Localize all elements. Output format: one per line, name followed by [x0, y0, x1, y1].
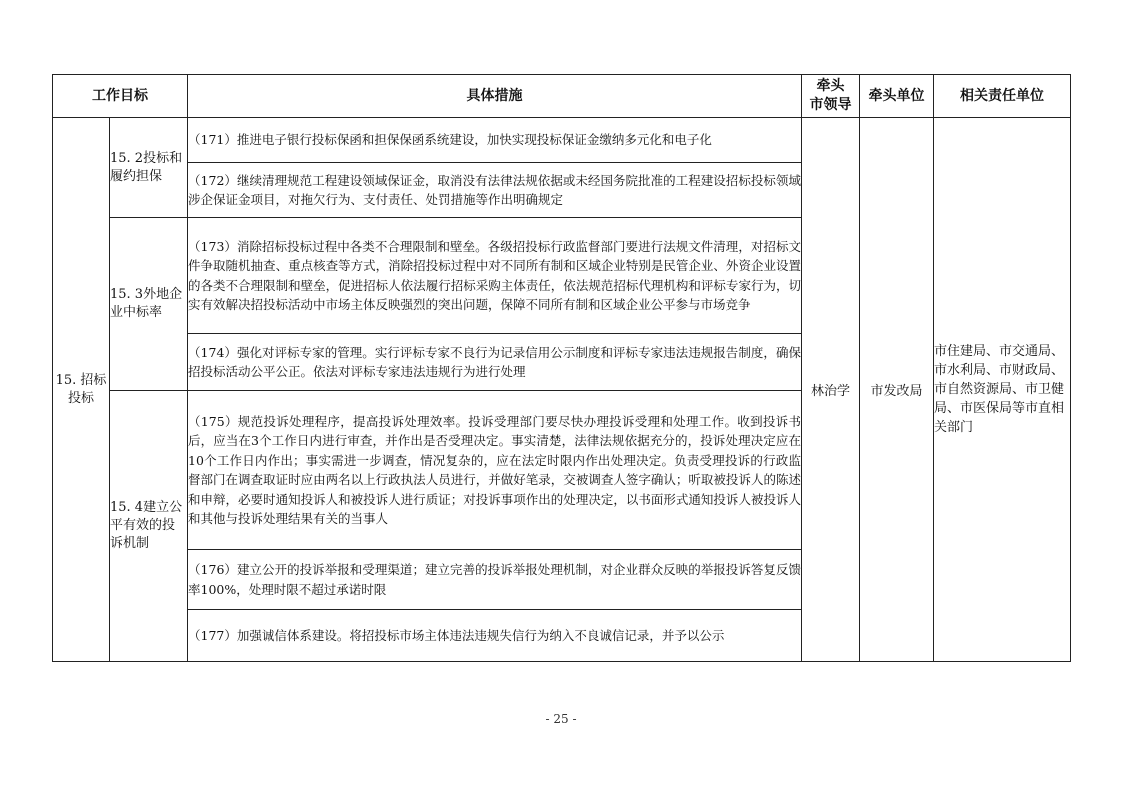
- sub-goal-cell: 15. 2投标和履约担保: [110, 118, 188, 218]
- sub-goal-cell: 15. 4建立公平有效的投诉机制: [110, 391, 188, 662]
- table-row: [53, 118, 1071, 163]
- main-goal-line1: 15. 招标: [55, 372, 107, 388]
- leader-cell: 林治学: [802, 118, 860, 662]
- sub-goal-cell: 15. 3外地企业中标率: [110, 218, 188, 391]
- header-leader-line2: 市领导: [809, 97, 852, 113]
- measure-cell: （176）建立公开的投诉举报和受理渠道；建立完善的投诉举报处理机制，对企业群众反映的举报投诉答复反馈率100%，处理时限不超过承诺时限: [188, 550, 802, 610]
- header-work-goal: 工作目标: [53, 75, 188, 118]
- header-row: [53, 75, 1071, 118]
- measure-cell: （172）继续清理规范工程建设领域保证金，取消没有法律法规依据或未经国务院批准的工程建设招标投标领域涉企保证金项目，对拖欠行为、支付责任、处罚措施等作出明确规定: [188, 163, 802, 218]
- header-lead-unit: 牵头单位: [860, 75, 934, 118]
- measure-cell: （173）消除招标投标过程中各类不合理限制和壁垒。各级招投标行政监督部门要进行法规文件清理，对招标文件争取随机抽查、重点核查等方式，消除招投标过程中对不同所有制和区域企业特别是民管企业、外资企业设置的各类不合理限制和壁垒，促进招标人依法履行招标采购主体责任，依法规范招标代理机构和评标专家行为，切实有效解决招投标活动中市场主体反映强烈的突出问题，保障不同所有制和区域企业公平参与市场竞争: [188, 218, 802, 334]
- main-goal-cell: [53, 118, 110, 662]
- measure-cell: （175）规范投诉处理程序，提高投诉处理效率。投诉受理部门要尽快办理投诉受理和处理工作。收到投诉书后，应当在3个工作日内进行审查，并作出是否受理决定。事实清楚，法律法规依据充分的，投诉处理决定应在10个工作日内作出；事实需进一步调查，情况复杂的，应在法定时限内作出处理决定。负责受理投诉的行政监督部门在调查取证时应由两名以上行政执法人员进行，并做好笔录，交被调查人签字确认；听取被投诉人的陈述和申辩，必要时通知投诉人和被投诉人进行质证；对投诉事项作出的处理决定，以书面形式通知投诉人被投诉人和其他与投诉处理结果有关的当事人: [188, 391, 802, 550]
- header-related-units: 相关责任单位: [934, 75, 1071, 118]
- lead-unit-cell: 市发改局: [860, 118, 934, 662]
- related-units-cell: 市住建局、市交通局、市水利局、市财政局、市自然资源局、市卫健局、市医保局等市直相关部门: [934, 118, 1071, 662]
- header-leader-line1: 牵头: [816, 78, 845, 94]
- measure-cell: （171）推进电子银行投标保函和担保保函系统建设，加快实现投标保证金缴纳多元化和电子化: [188, 118, 802, 163]
- header-measures: 具体措施: [188, 75, 802, 118]
- measures-table: [52, 74, 1071, 662]
- page-number: - 25 -: [545, 712, 577, 726]
- header-leader: [802, 75, 860, 118]
- measure-cell: （177）加强诚信体系建设。将招投标市场主体违法违规失信行为纳入不良诚信记录，并予以公示: [188, 610, 802, 662]
- measure-cell: （174）强化对评标专家的管理。实行评标专家不良行为记录信用公示制度和评标专家违法违规报告制度，确保招投标活动公平公正。依法对评标专家违法违规行为进行处理: [188, 334, 802, 391]
- main-goal-line2: 投标: [67, 390, 94, 406]
